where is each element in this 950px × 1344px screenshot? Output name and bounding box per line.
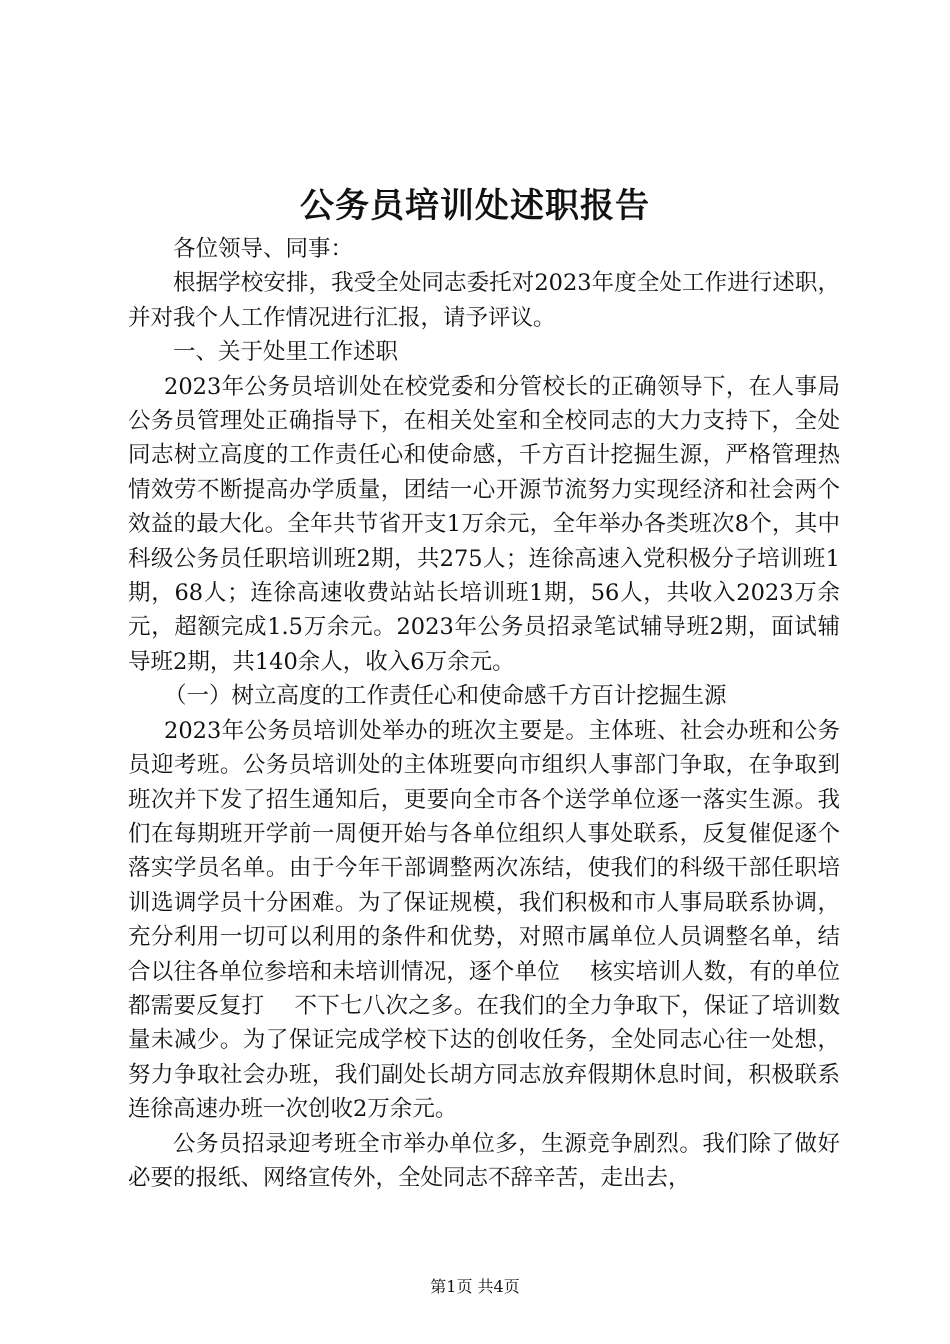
document-body	[128, 232, 840, 1195]
document-title: 公务员培训处述职报告	[300, 186, 650, 226]
salutation-paragraph: 各位领导、同事：	[173, 236, 354, 262]
body-paragraph: 2023年公务员培训处举办的班次主要是。主体班、社会办班和公务员迎考班。公务员培训处的主体班要向市组织人事部门争取，在争取到班次并下发了招生通知后，更要向全市各个送学单位逐一落实生源。我们在每期班开学前一周便开始与各单位组织人事处联系，反复催促逐个落实学员名单。由于今年干部调整两次冻结，使我们的科级干部任职培训选调学员十分困难。为了保证规模，我们积极和市人事局联系协调，充分利用一切可以利用的条件和优势，对照市属单位人员调整名单，结合以往各单位参培和未培训情况，逐个单位 核实培训人数，有的单位都需要反复打 不下七八次之多。在我们的全力争取下，保证了培训数量未减少。为了保证完成学校下达的创收任务，全处同志心往一处想，努力争取社会办班，我们副处长胡方同志放弃假期休息时间，积极联系连徐高速办班一次创收2万余元。	[128, 717, 840, 1123]
body-paragraph: 公务员招录迎考班全市举办单位多，生源竞争剧烈。我们除了做好必要的报纸、网络宣传外，全处同志不辞辛苦，走出去，	[128, 1130, 840, 1191]
intro-paragraph: 根据学校安排，我受全处同志委托对2023年度全处工作进行述职，并对我个人工作情况进行汇报，请予评议。	[128, 270, 840, 331]
body-paragraph: 2023年公务员培训处在校党委和分管校长的正确领导下，在人事局公务员管理处正确指导下，在相关处室和全校同志的大力支持下，全处同志树立高度的工作责任心和使命感，千方百计挖掘生源，严格管理热情效劳不断提高办学质量，团结一心开源节流努力实现经济和社会两个效益的最大化。全年共节省开支1万余元，全年举办各类班次8个，其中科级公务员任职培训班2期，共275人；连徐高速入党积极分子培训班1期，68人；连徐高速收费站站长培训班1期，56人，共收入2023万余元，超额完成1.5万余元。2023年公务员招录笔试辅导班2期，面试辅导班2期，共140余人，收入6万余元。	[128, 373, 840, 675]
section-heading: 一、关于处里工作述职	[173, 339, 399, 366]
page-number: 第1页 共4页	[430, 1277, 520, 1296]
subsection-heading: （一）树立高度的工作责任心和使命感千方百计挖掘生源	[164, 683, 727, 710]
